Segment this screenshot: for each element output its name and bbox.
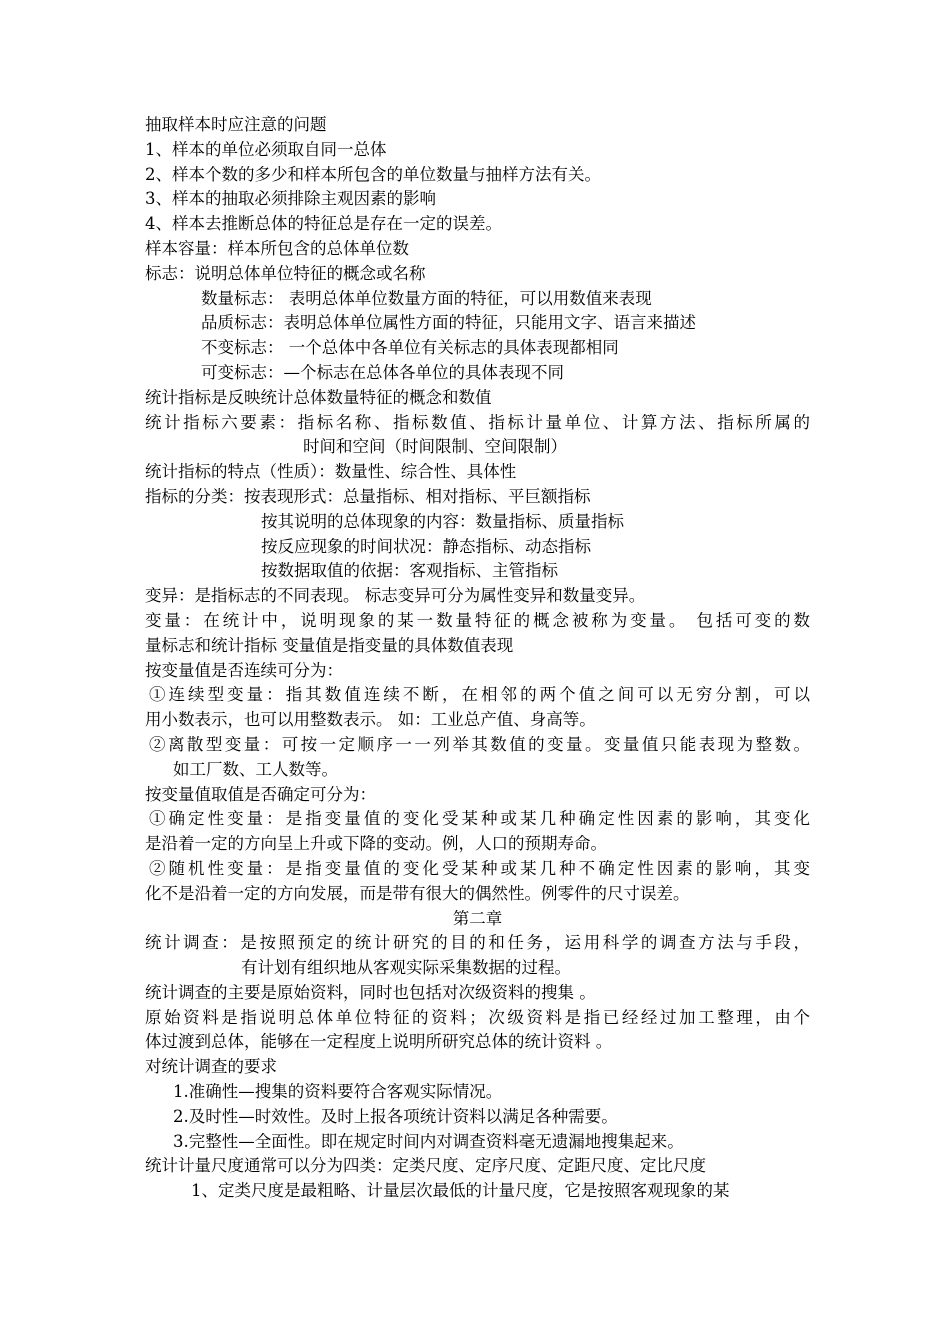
text-line: 1、定类尺度是最粗略、计量层次最低的计量尺度，它是按照客观现象的某 xyxy=(191,1181,730,1201)
text-line: 统计指标是反映统计总体数量特征的概念和数值 xyxy=(145,387,492,407)
text-line: 1、样本的单位必须取自同一总体 xyxy=(145,139,387,159)
text-line: 按反应现象的时间状况：静态指标、动态指标 xyxy=(261,536,591,556)
text-line: 对统计调查的要求 xyxy=(145,1057,277,1077)
text-line: 统计指标六要素：指标名称、指标数值、指标计量单位、计算方法、指标所属的 xyxy=(145,412,810,432)
text-line: 2、样本个数的多少和样本所包含的单位数量与抽样方法有关。 xyxy=(145,164,601,184)
chapter-heading: 第二章 xyxy=(452,908,503,928)
text-line: ①确定性变量：是指变量值的变化受某种或某几种确定性因素的影响，其变化 xyxy=(149,809,810,829)
text-line: 品质标志：表明总体单位属性方面的特征，只能用文字、语言来描述 xyxy=(201,313,696,333)
text-line: 如工厂数、工人数等。 xyxy=(173,759,338,779)
text-line: 4、样本去推断总体的特征总是存在一定的误差。 xyxy=(145,214,502,234)
text-line: 3.完整性—全面性。即在规定时间内对调查资料毫无遗漏地搜集起来。 xyxy=(173,1131,684,1151)
text-line: 标志：说明总体单位特征的概念或名称 xyxy=(145,263,426,283)
text-line: 按其说明的总体现象的内容：数量指标、质量指标 xyxy=(261,511,624,531)
text-line: 可变标志：—个标志在总体各单位的具体表现不同 xyxy=(201,362,564,382)
text-line: 变量：在统计中，说明现象的某一数量特征的概念被称为变量。 包括可变的数 xyxy=(145,610,810,630)
text-line: 时间和空间（时间限制、空间限制） xyxy=(303,437,567,457)
text-line: 体过渡到总体，能够在一定程度上说明所研究总体的统计资料 。 xyxy=(145,1032,613,1052)
text-line: 统计调查：是按照预定的统计研究的目的和任务，运用科学的调查方法与手段， xyxy=(145,933,810,953)
text-line: 2.及时性—时效性。及时上报各项统计资料以满足各种需要。 xyxy=(173,1106,618,1126)
text-line: 3、样本的抽取必须排除主观因素的影响 xyxy=(145,189,436,209)
text-line: ②随机性变量：是指变量值的变化受某种或某几种不确定性因素的影响，其变 xyxy=(149,858,810,878)
text-line: 统计调查的主要是原始资料，同时也包括对次级资料的搜集 。 xyxy=(145,982,596,1002)
text-line: 化不是沿着一定的方向发展，而是带有很大的偶然性。例零件的尺寸误差。 xyxy=(145,883,690,903)
text-line: 指标的分类：按表现形式：总量指标、相对指标、平巨额指标 xyxy=(145,486,591,506)
text-line: 按数据取值的依据：客观指标、主管指标 xyxy=(261,561,558,581)
text-line: 样本容量：样本所包含的总体单位数 xyxy=(145,238,409,258)
text-line: 按变量值取值是否确定可分为： xyxy=(145,784,376,804)
text-line: 按变量值是否连续可分为： xyxy=(145,660,343,680)
text-line: 数量标志： 表明总体单位数量方面的特征，可以用数值来表现 xyxy=(201,288,652,308)
text-line: 统计指标的特点（性质）：数量性、综合性、具体性 xyxy=(145,462,517,482)
text-line: 用小数表示，也可以用整数表示。 如：工业总产值、身高等。 xyxy=(145,710,596,730)
text-line: ②离散型变量：可按一定顺序一一列举其数值的变量。变量值只能表现为整数。 xyxy=(149,734,810,754)
text-line: 原始资料是指说明总体单位特征的资料；次级资料是指已经经过加工整理，由个 xyxy=(145,1007,810,1027)
text-line: 变异：是指标志的不同表现。 标志变异可分为属性变异和数量变异。 xyxy=(145,586,646,606)
text-line: 统计计量尺度通常可以分为四类：定类尺度、定序尺度、定距尺度、定比尺度 xyxy=(145,1156,706,1176)
text-line: 不变标志： 一个总体中各单位有关标志的具体表现都相同 xyxy=(201,338,619,358)
text-line: 量标志和统计指标 变量值是指变量的具体数值表现 xyxy=(145,635,514,655)
text-line: 有计划有组织地从客观实际采集数据的过程。 xyxy=(241,958,571,978)
section-heading: 抽取样本时应注意的问题 xyxy=(145,115,327,134)
text-line: 1.准确性—搜集的资料要符合客观实际情况。 xyxy=(173,1082,503,1102)
text-line: 是沿着一定的方向呈上升或下降的变动。例，人口的预期寿命。 xyxy=(145,834,607,854)
document-body xyxy=(145,113,810,1204)
text-line: ①连续型变量：指其数值连续不断，在相邻的两个值之间可以无穷分割，可以 xyxy=(149,685,810,705)
